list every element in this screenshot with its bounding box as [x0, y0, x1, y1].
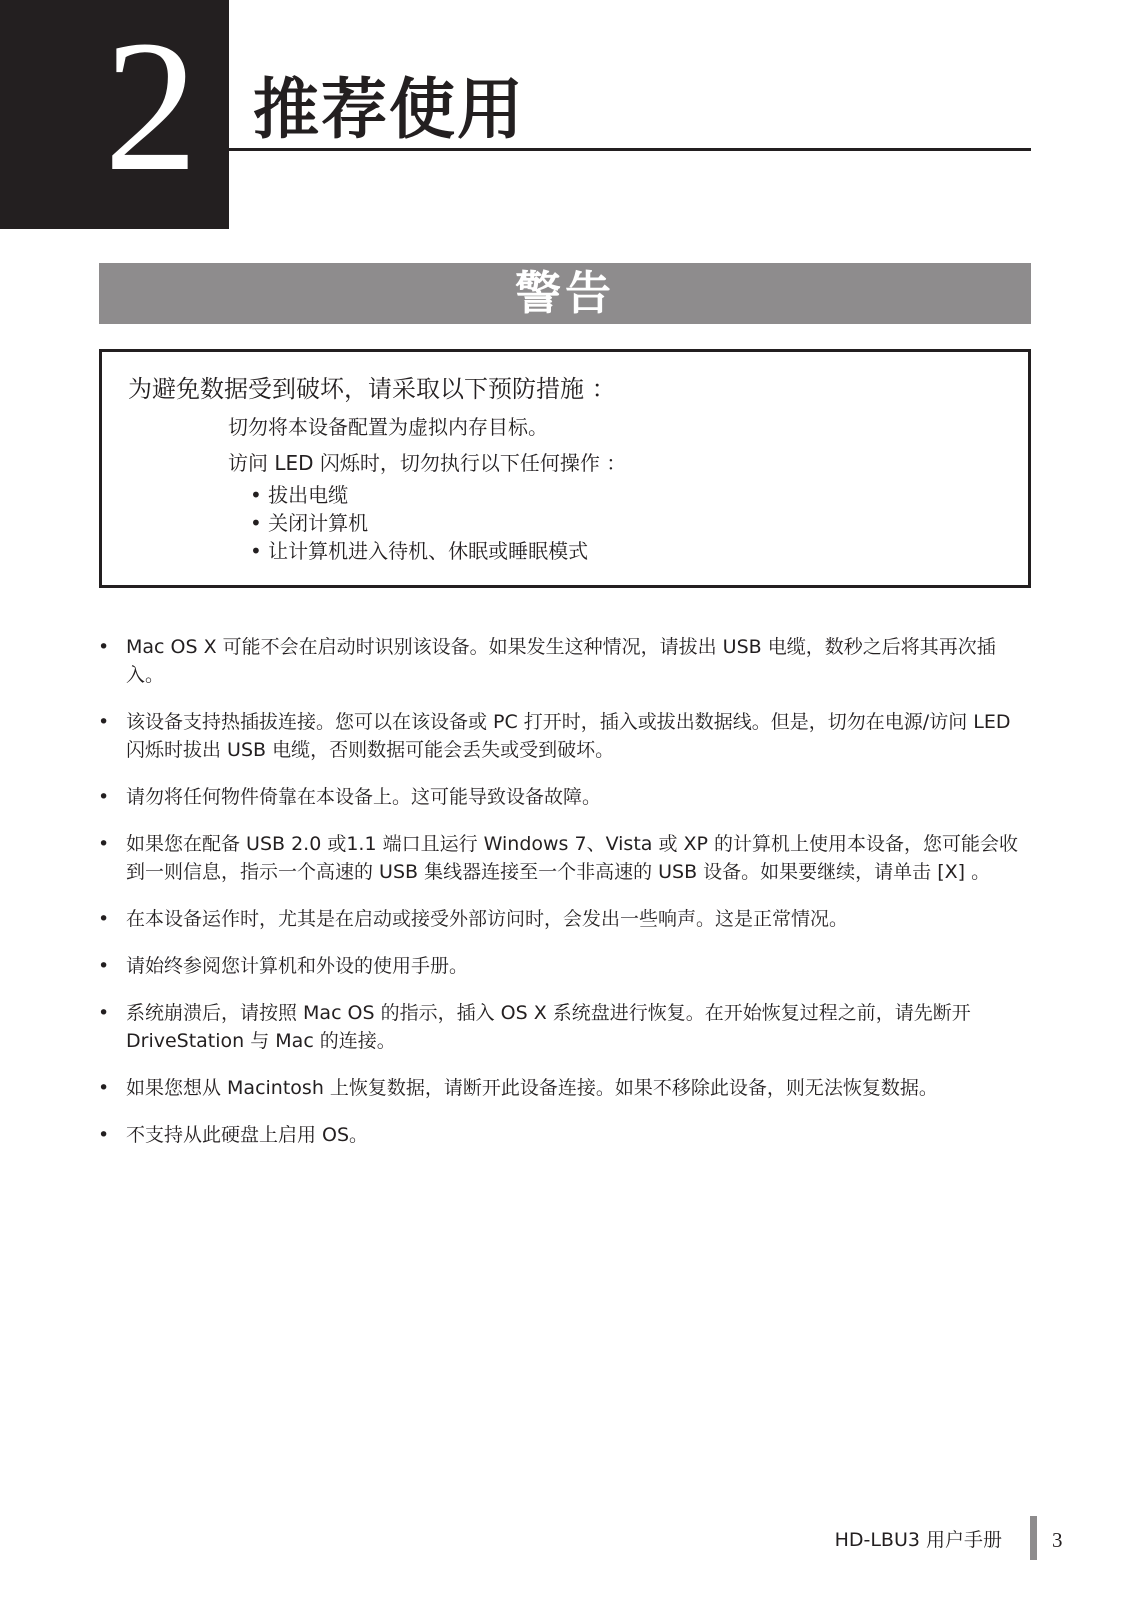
footer-divider — [1030, 1516, 1037, 1560]
tip-item — [98, 952, 1033, 980]
bullet-dot: • — [98, 1002, 110, 1024]
bullet-dot: • — [98, 908, 110, 930]
bullet-dot: • — [98, 833, 110, 855]
tip-text: 系统崩溃后，请按照 Mac OS 的指示，插入 OS X 系统盘进行恢复。在开始恢复过程之前，请先断开 DriveStation 与 Mac 的连接。 — [126, 1002, 971, 1052]
warning-box — [99, 349, 1031, 588]
tip-text: Mac OS X 可能不会在启动时识别该设备。如果发生这种情况，请拔出 USB 电缆，数秒之后将其再次插入。 — [126, 636, 996, 686]
warning-bullet: • 让计算机进入待机、休眠或睡眠模式 — [250, 539, 589, 563]
title-rule — [229, 148, 1031, 151]
tip-text: 请勿将任何物件倚靠在本设备上。这可能导致设备故障。 — [126, 786, 602, 808]
tip-text: 不支持从此硬盘上启用 OS。 — [126, 1124, 369, 1146]
bullet-dot: • — [98, 1077, 110, 1099]
page-number: 3 — [1052, 1528, 1063, 1552]
bullet-dot: • — [98, 786, 110, 808]
tip-item — [98, 708, 1033, 764]
tip-item — [98, 905, 1033, 933]
warning-banner: 警告 — [99, 263, 1031, 324]
footer-manual-title: HD-LBU3 用户手册 — [834, 1529, 1002, 1551]
tip-text: 在本设备运作时，尤其是在启动或接受外部访问时，会发出一些响声。这是正常情况。 — [126, 908, 849, 930]
tip-text: 如果您在配备 USB 2.0 或1.1 端口且运行 Windows 7、Vista 或 XP 的计算机上使用本设备，您可能会收到一则信息，指示一个高速的 USB 集线器连接至一个非高速的 USB 设备。如果要继续，请单击 [X] 。 — [126, 833, 1019, 883]
bullet-dot: • — [98, 1124, 110, 1146]
tip-item — [98, 830, 1033, 886]
tip-item — [98, 999, 1033, 1055]
tips-list — [98, 633, 1033, 1168]
warning-bullet: • 拔出电缆 — [250, 483, 349, 507]
tip-item — [98, 1074, 1033, 1102]
bullet-dot: • — [98, 955, 110, 977]
warning-line: 访问 LED 闪烁时，切勿执行以下任何操作 ： — [228, 451, 627, 475]
tip-item — [98, 783, 1033, 811]
tip-text: 该设备支持热插拔连接。您可以在该设备或 PC 打开时，插入或拔出数据线。但是，切勿在电源/访问 LED 闪烁时拔出 USB 电缆，否则数据可能会丢失或受到破坏。 — [126, 711, 1011, 761]
tip-text: 如果您想从 Macintosh 上恢复数据，请断开此设备连接。如果不移除此设备，则无法恢复数据。 — [126, 1077, 938, 1099]
bullet-dot: • — [98, 636, 110, 658]
chapter-number: 2 — [104, 1, 198, 210]
warning-heading: 为避免数据受到破坏，请采取以下预防措施 ： — [128, 375, 616, 403]
warning-line: 切勿将本设备配置为虚拟内存目标。 — [228, 415, 548, 439]
tip-item — [98, 1121, 1033, 1149]
bullet-dot: • — [98, 711, 110, 733]
tip-item — [98, 633, 1033, 689]
warning-bullet: • 关闭计算机 — [250, 511, 369, 535]
chapter-title: 推荐使用 — [253, 71, 525, 148]
tip-text: 请始终参阅您计算机和外设的使用手册。 — [126, 955, 469, 977]
